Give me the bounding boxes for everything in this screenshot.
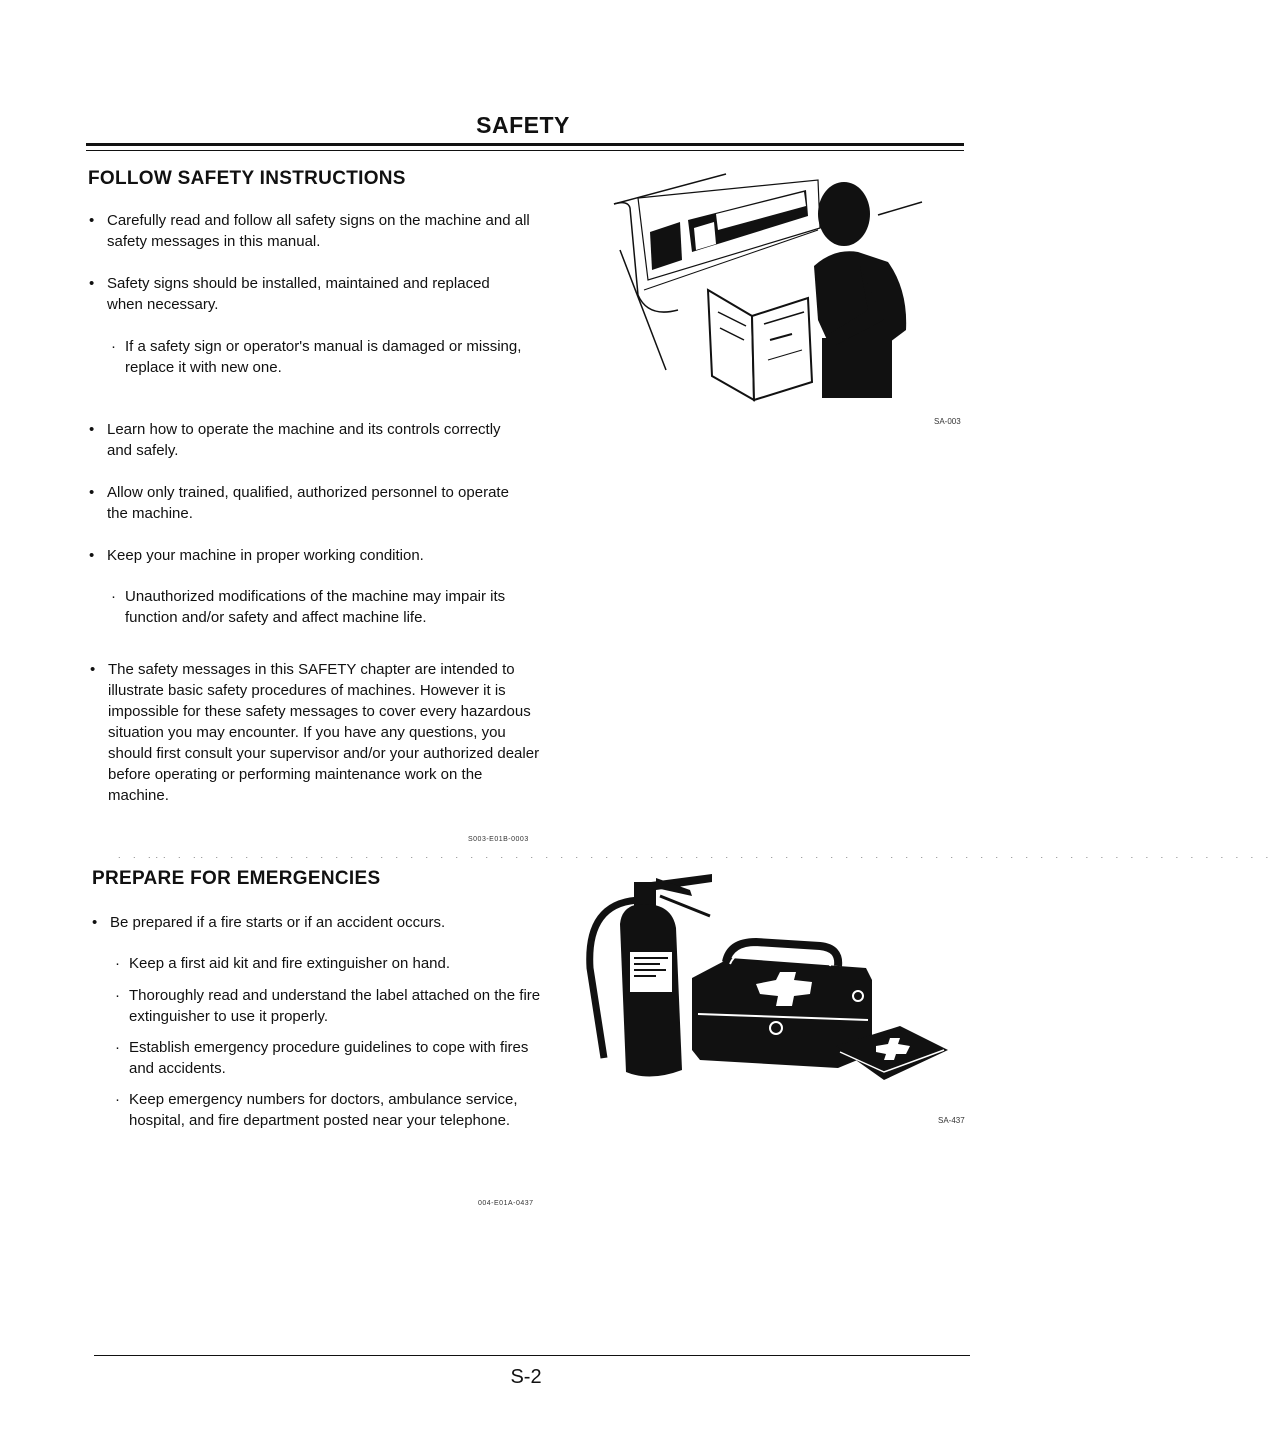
bullet-be-prepared [92,912,550,933]
page-number: S-2 [510,1366,542,1388]
section-separator: . . ... . .. . . . . . . . . . . . . . . . . . . . . . . . . . . . . . . . . . . . . . . . . . . . . . . . . . . . . . . . . . . . . . . . . . . . . . . . [118,850,1273,860]
operator-figure [814,182,906,398]
bullet-text: Be prepared if a fire starts or if an accident occurs. [110,914,446,931]
sub-bullet-first-aid [115,953,549,974]
sub-bullet-dot: · [115,987,120,1004]
sub-bullet-text: Thoroughly read and understand the label attached on the fire extinguisher to use it properly. [129,987,541,1025]
bullet-text: The safety messages in this SAFETY chapter are intended to illustrate basic safety procedures of machines. However it is impossible for these safety messages to cover every hazardous situation you may encounter. If you have any questions, you should first consult your supervisor and/or your authorized dealer before operating or performing maintenance work on the machine. [108,661,540,804]
sub-bullet-text: Unauthorized modifications of the machine may impair its function and/or safety and affect machine life. [125,588,506,626]
page-title: SAFETY [476,112,570,138]
figure-code-sa437: SA-437 [938,1116,965,1125]
header-rule-thin [86,150,964,151]
bullet-learn-operate [89,419,507,461]
operator-reading-manual-illustration [608,170,968,410]
sub-bullet-dot: · [115,955,120,972]
bullet-text: Carefully read and follow all safety signs on the machine and all safety messages in this manual. [107,212,530,250]
sub-bullet-dot: · [111,338,116,355]
sub-bullet-text: Establish emergency procedure guidelines to cope with fires and accidents. [129,1039,529,1077]
sub-bullet-dot: · [115,1039,120,1056]
doc-code-section1: S003-E01B-0003 [468,836,529,843]
bullet-signs-installed [89,273,507,315]
bullet-text: Safety signs should be installed, maintained and replaced when necessary. [107,275,490,313]
manual-book [708,290,812,400]
sub-bullet-procedures [115,1037,529,1079]
bullet-text: Allow only trained, qualified, authorized personnel to operate the machine. [107,484,509,522]
footer-rule [94,1355,970,1356]
header-rule-thick [86,143,964,146]
emergency-equipment-illustration [580,868,960,1088]
bullet-dot: • [89,421,95,438]
bullet-text: Keep your machine in proper working condition. [107,547,424,564]
bullet-dot: • [89,275,95,292]
warning-sign-decals [650,190,808,270]
bullet-text: Learn how to operate the machine and its controls correctly and safely. [107,421,501,459]
sub-bullet-emergency-numbers [115,1089,549,1131]
bullet-safety-messages [90,659,544,806]
bullet-dot: • [89,484,95,501]
bullet-dot: • [89,547,95,564]
bullet-dot: • [90,661,96,678]
bullet-dot: • [89,212,95,229]
sub-bullet-text: Keep emergency numbers for doctors, ambulance service, hospital, and fire department posted near your telephone. [129,1091,518,1129]
sub-bullet-dot: · [111,588,116,605]
sub-bullet-text: Keep a first aid kit and fire extinguisher on hand. [129,955,451,972]
sub-bullet-replace-sign [111,336,525,378]
sub-bullet-unauthorized-mods [111,586,555,628]
bullet-working-condition [89,545,547,566]
bullet-dot: • [92,914,98,931]
sub-bullet-dot: · [115,1091,120,1108]
bullet-read-signs [89,210,547,252]
section-title-follow-safety: FOLLOW SAFETY INSTRUCTIONS [88,168,406,189]
sub-bullet-read-label [115,985,549,1027]
section-title-prepare-emergencies: PREPARE FOR EMERGENCIES [92,868,381,889]
figure-code-sa003: SA-003 [934,417,961,426]
sub-bullet-text: If a safety sign or operator's manual is damaged or missing, replace it with new one. [125,338,522,376]
doc-code-section2: 004-E01A-0437 [478,1200,534,1207]
bullet-authorized-personnel [89,482,527,524]
